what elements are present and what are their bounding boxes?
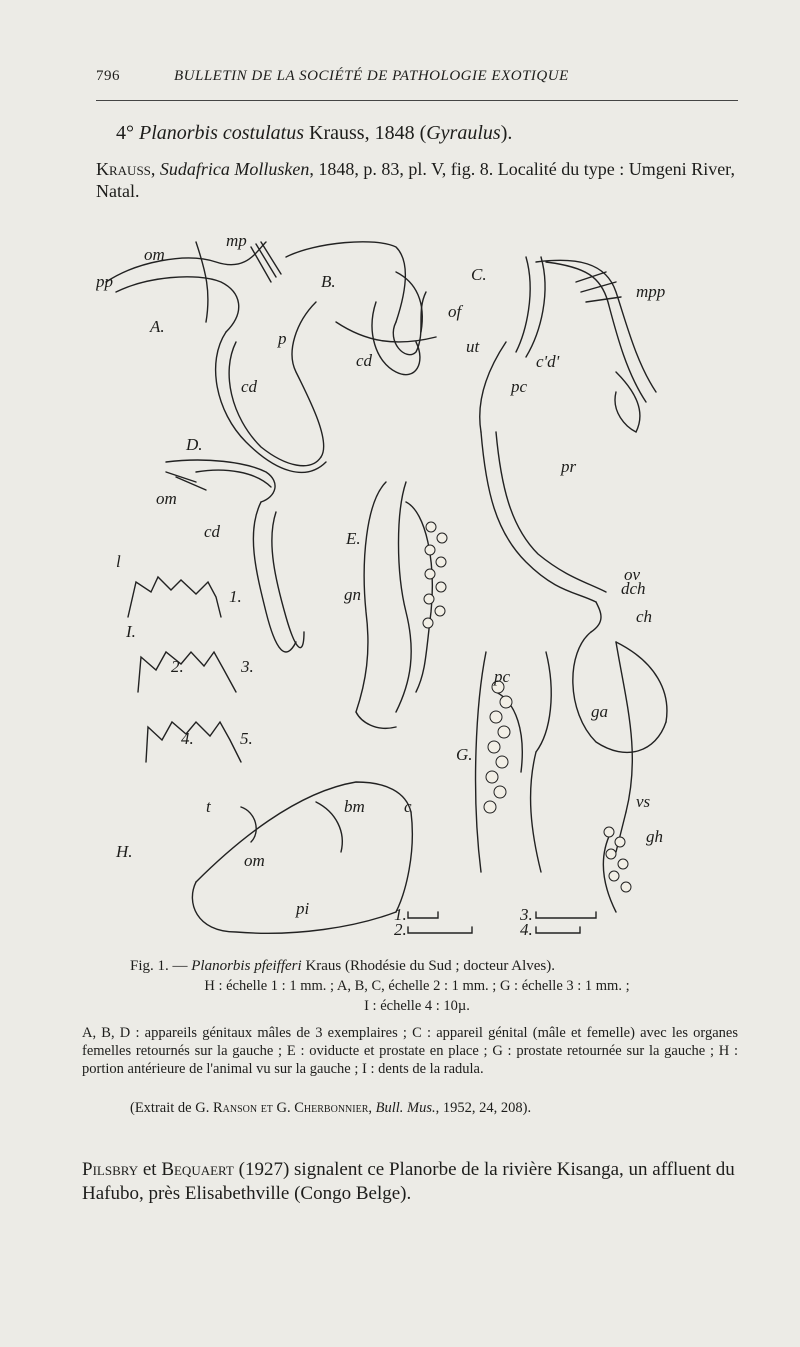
label-of: of [448,302,462,321]
closing-connector: et [138,1159,162,1180]
drawing-a [106,242,326,472]
label-om: om [144,245,165,264]
label-gn: gn [344,585,361,604]
extract-post: , 1952, 24, 208). [435,1100,532,1116]
label-c: C. [471,265,487,284]
heading-close: ). [500,122,513,144]
label-e: E. [346,529,361,548]
label-ch: ch [636,607,653,626]
label-ut: ut [466,337,480,356]
caption-scales-line2: I : échelle 4 : 10µ. [364,998,470,1014]
label-vs: vs [636,792,651,811]
label-d: D. [186,435,203,454]
label-cd: cd [241,377,258,396]
label-a: A. [150,317,165,336]
label-t: t [206,797,211,816]
reference-details: , 1848, p. 83, pl. V, fig. 8. Localité du type : Umgeni River, Natal. [96,159,735,201]
label-scale-3: 3. [520,905,533,924]
drawing-e [356,482,432,728]
reference-author: Krauss [96,159,151,179]
drawing-d [166,460,304,652]
extract-pre: (Extrait de G. [130,1100,213,1116]
closing-paragraph [82,1158,738,1206]
label-tooth-5: 5. [240,729,253,748]
caption-scales-line1: H : échelle 1 : 1 mm. ; A, B, C, échelle 2 : 1 mm. ; G : échelle 3 : 1 mm. ; [204,978,630,994]
label-tooth-1: 1. [229,587,242,606]
figure-caption-body: A, B, D : appareils génitaux mâles de 3 exemplaires ; C : appareil génital (mâle et femelle) avec les organes femelles retournés sur la gauche ; E : oviducte et prostate en place ; G : prostate retournée sur la gauche ; H : portion antérieure de l'animal vu sur la gauche ; I : dents de la radula. [82,1025,738,1077]
label-ga: ga [591,702,608,721]
label-scale-4: 4. [520,920,533,939]
label-cd-prime: c'd' [536,352,560,371]
extract-journal: Bull. Mus. [375,1100,436,1116]
label-tooth-3: 3. [241,657,254,676]
label-bm: bm [344,797,365,816]
label-dch: dch [621,579,646,598]
label-b: B. [321,272,336,291]
caption-source: Kraus (Rhodésie du Sud ; docteur Alves). [301,958,555,974]
label-cd-b: cd [356,351,373,370]
label-c-h: c [404,797,412,816]
heading-subgenus: Gyraulus [426,122,501,144]
journal-title: BULLETIN DE LA SOCIÉTÉ DE PATHOLOGIE EXOTIQUE [174,68,569,84]
header-rule [96,100,738,101]
label-pr: pr [561,457,577,476]
label-pc-g: pc [494,667,511,686]
page-number: 796 [96,68,120,84]
closing-text: (1927) signalent ce Planorbe de la rivière Kisanga, un affluent du Hafubo, près Elisabethville (Congo Belge). [82,1159,735,1204]
label-pc: pc [511,377,528,396]
extract-mid: , [368,1100,376,1116]
label-om-h: om [244,851,265,870]
heading-authority: Krauss, 1848 ( [304,122,427,144]
figure-caption-title [130,956,730,976]
label-i: I. [126,622,136,641]
figure-caption-extract [130,1100,750,1117]
label-pp: pp [96,272,113,291]
label-l: l [116,552,121,571]
label-gh: gh [646,827,663,846]
label-cd-d: cd [204,522,221,541]
label-scale-1: 1. [394,905,407,924]
label-tooth-2: 2. [171,657,184,676]
species-heading [116,122,512,145]
label-ov: ov [624,565,641,584]
reference-paragraph: Krauss, Sudafrica Mollusken, 1848, p. 83, pl. V, fig. 8. Localité du type : Umgeni River, Natal. [96,159,735,201]
caption-species: Planorbis pfeifferi [191,958,302,974]
caption-fig-label: Fig. 1. — [130,958,192,974]
figure-caption-scales [96,976,738,1016]
closing-author-1: Pilsbry [82,1159,139,1180]
heading-number: 4° [116,122,134,144]
label-tooth-4: 4. [181,729,194,748]
drawing-g [476,652,552,872]
label-p: p [278,329,287,348]
label-om-d: om [156,489,177,508]
label-g: G. [456,745,473,764]
closing-author-2: Bequaert [161,1159,234,1180]
label-mpp: mpp [636,282,666,301]
label-pi: pi [296,899,310,918]
reference-work: Sudafrica Mollusken [159,159,310,179]
label-mp: mp [226,232,247,250]
scale-bars [408,912,596,933]
label-scale-2: 2. [394,920,407,939]
anatomy-figure [96,232,756,942]
heading-species: Planorbis costulatus [139,122,305,144]
extract-authors: Ranson et G. Cherbonnier [212,1100,369,1116]
label-h: H. [116,842,133,861]
